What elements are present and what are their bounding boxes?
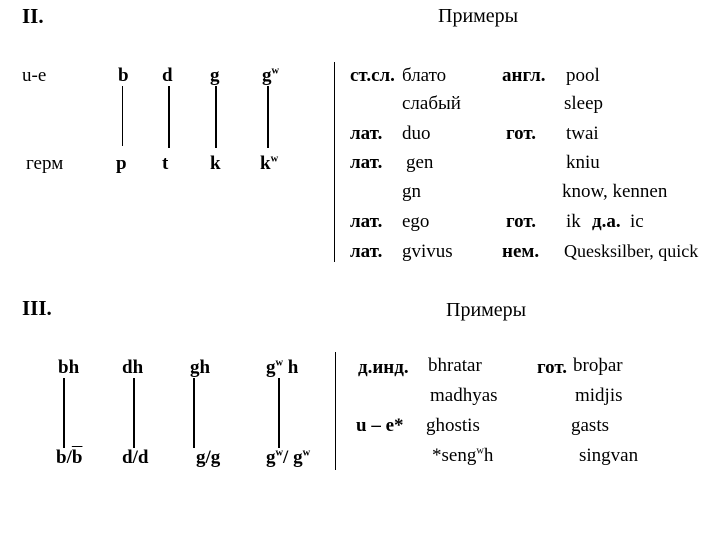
germ-row-label: герм [26, 153, 64, 174]
ex2-1-word1: блато [402, 65, 447, 86]
ex2-7-word1: gvivus [402, 241, 453, 262]
aspirate-bh: bh [58, 357, 80, 378]
ex2-4-word1: gen [406, 152, 434, 173]
ie-consonant-g: g [210, 65, 220, 86]
ex2-4-word2: kniu [566, 152, 600, 173]
ex2-1-lang2: англ. [502, 65, 546, 86]
ex3-1-word2: broþar [573, 355, 623, 376]
shift-line-b-p [122, 86, 123, 146]
ex2-4-lang1: лат. [350, 152, 383, 173]
ex3-1-lang1: д.инд. [358, 357, 409, 378]
aspirate-dh: dh [122, 357, 144, 378]
section-ii-divider [334, 62, 335, 262]
ex2-7-lang2: нем. [502, 241, 540, 262]
shift-line-gh [193, 378, 195, 448]
ex2-6-word1: ego [402, 211, 430, 232]
ex2-6-lang3: д.а. [592, 211, 621, 232]
shift-line-dh [133, 378, 135, 448]
ex2-5-word2: know, kennen [562, 181, 668, 202]
ex2-3-lang2: гот. [506, 123, 537, 144]
germ-consonant-kw: $k^w$ [260, 153, 279, 174]
ex2-5-word1: gn [402, 181, 421, 202]
ex3-2-word1: madhyas [430, 385, 498, 406]
ex2-3-lang1: лат. [350, 123, 383, 144]
ex2-6-lang1: лат. [350, 211, 383, 232]
shift-line-bh [63, 378, 65, 448]
germ-consonant-t: t [162, 153, 169, 174]
reflex-gw: $g^w/$ $g^w$ [266, 447, 311, 468]
ie-consonant-d: d [162, 65, 173, 86]
ex3-3-word1: ghostis [426, 415, 480, 436]
ex2-6-word3: ic [630, 211, 644, 232]
ex2-1-lang1: ст.сл. [350, 65, 395, 86]
ex2-3-word1: duo [402, 123, 431, 144]
ie-consonant-b: b [118, 65, 129, 86]
reflex-b: $b/\overline{b}$ [56, 447, 83, 468]
ex2-6-word2: ik [566, 211, 581, 232]
section-ii-examples-header: Примеры [438, 5, 519, 27]
ex3-1-word1: bhratar [428, 355, 482, 376]
ie-consonant-gw: $g^w$ [262, 65, 280, 86]
ex3-1-lang2: гот. [537, 357, 568, 378]
ex2-3-word2: twai [566, 123, 599, 144]
section-ii-numeral: II. [22, 4, 44, 28]
ex2-2-word2: sleep [564, 93, 604, 114]
germ-consonant-p: p [116, 153, 127, 174]
ex3-4-word1: *seng$^w$h [432, 445, 494, 466]
aspirate-gwh: $g^w$ h [266, 357, 299, 378]
ex3-3-word2: gasts [571, 415, 609, 436]
germ-consonant-k: k [210, 153, 221, 174]
ex2-6-lang2: гот. [506, 211, 537, 232]
ex3-3-lang1: u – e* [356, 415, 404, 436]
section-iii-examples-header: Примеры [446, 299, 527, 321]
ex2-2-word1: слабый [402, 93, 461, 114]
section-iii-divider [335, 352, 336, 470]
aspirate-gh: gh [190, 357, 211, 378]
reflex-g: g/g [196, 447, 221, 468]
reflex-d: d/d [122, 447, 149, 468]
ex2-7-lang1: лат. [350, 241, 383, 262]
shift-line-gwh [278, 378, 280, 448]
section-iii-numeral: III. [22, 296, 52, 320]
shift-line-d-t [168, 86, 170, 148]
ex2-7-word2: Quesksilber, quick [564, 241, 699, 261]
ie-row-label: u-e [22, 65, 47, 86]
shift-line-gw-kw [267, 86, 269, 148]
ex3-4-word2: singvan [579, 445, 639, 466]
shift-line-g-k [215, 86, 217, 148]
ex2-1-word2: pool [566, 65, 600, 86]
ex3-2-word2: midjis [575, 385, 623, 406]
